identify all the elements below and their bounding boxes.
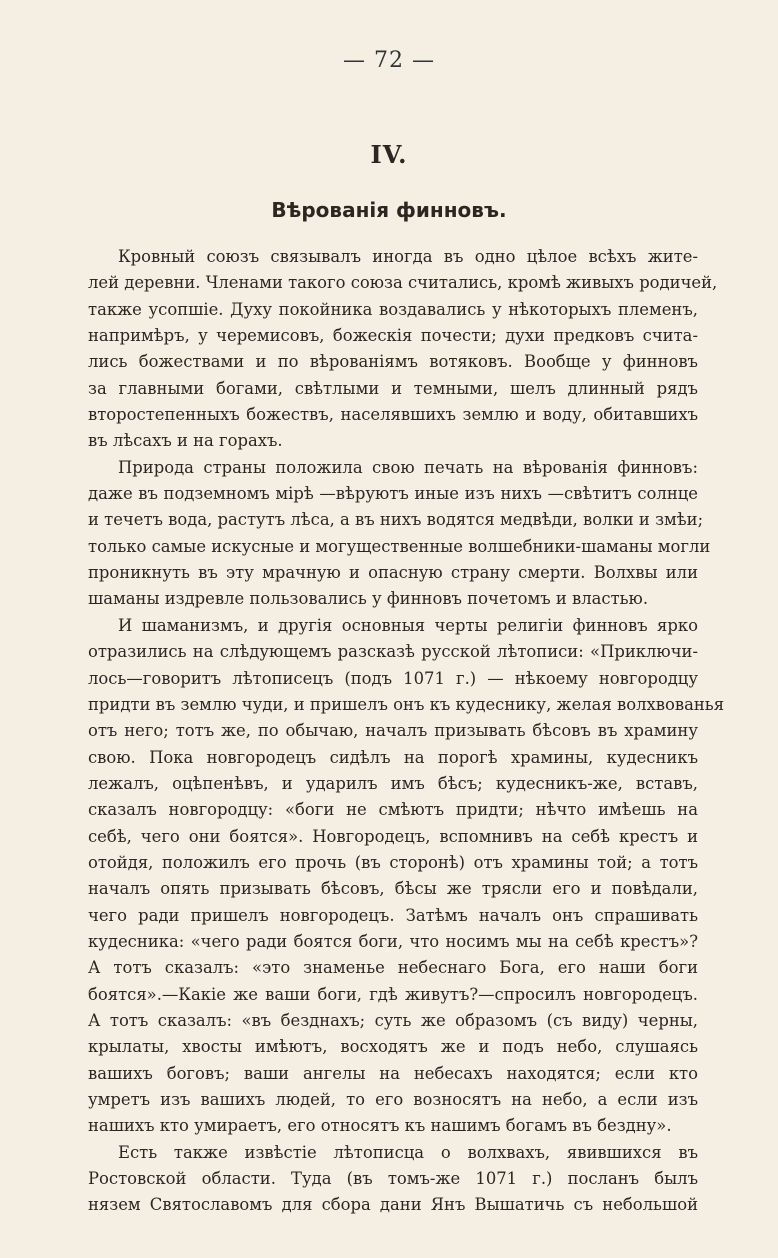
text-line: Есть также извѣстіе лѣтописца о волхвахъ, явившихся въ [118,1142,698,1162]
text-line: Ростовской области. Туда (въ томъ-же 1071 г.) посланъ былъ [88,1169,698,1189]
text-line: отъ него; тотъ же, по обычаю, началъ призывать бѣсовъ въ храмину [88,721,698,741]
page-number: — 72 — [343,48,435,73]
text-line: сказалъ новгородцу: «боги не смѣютъ придти; нѣчто имѣешь на [88,800,698,820]
chapter-numeral: IV. [370,140,408,169]
text-line: лежалъ, оцѣпенѣвъ, и ударилъ имъ бѣсъ; кудесникъ-же, вставъ, [88,773,698,793]
text-line: чего ради пришелъ новгородецъ. Затѣмъ началъ онъ спрашивать [88,905,698,925]
text-line: началъ опять призывать бѣсовъ, бѣсы же трясли его и повѣдали, [88,879,698,899]
text-line: себѣ, чего они боятся». Новгородецъ, вспомнивъ на себѣ крестъ и [88,826,698,846]
text-line: лось—говоритъ лѣтописецъ (подъ 1071 г.) — нѣкоему новгородцу [88,668,698,688]
text-line: придти въ землю чуди, и пришелъ онъ къ кудеснику, желая волхвованья [88,694,725,714]
text-line: въ лѣсахъ и на горахъ. [88,431,283,451]
text-line: за главными богами, свѣтлыми и темными, шелъ длинный рядъ [88,378,698,398]
paragraph [88,1140,698,1219]
body-text [88,244,725,1219]
text-line: нашихъ кто умираетъ, его относятъ къ нашимъ богамъ въ бездну». [88,1116,672,1136]
text-line: И шаманизмъ, и другія основныя черты религіи финновъ ярко [118,615,698,635]
text-line: отразились на слѣдующемъ разсказѣ русской лѣтописи: «Приключи- [88,642,698,662]
chapter-title: Вѣрованія финновъ. [271,198,507,222]
text-line: боятся».—Какіе же ваши боги, гдѣ живутъ?—спросилъ новгородецъ. [88,984,698,1004]
text-line: также усопшіе. Духу покойника воздавались у нѣкоторыхъ племенъ, [88,299,698,319]
text-line: Кровный союзъ связывалъ иногда въ одно цѣлое всѣхъ жите- [118,247,698,266]
text-line: Природа страны положила свою печать на вѣрованія финновъ: [118,457,698,477]
paragraph [88,613,725,1140]
text-line: нязем Святославомъ для сбора дани Янъ Вышатичь съ небольшой [88,1195,698,1215]
text-line: лись божествами и по вѣрованіямъ вотяковъ. Вообще у финновъ [88,352,698,372]
text-line: А тотъ сказалъ: «въ безднахъ; суть же образомъ (съ виду) черны, [88,1010,698,1030]
text-line: второстепенныхъ божествъ, населявшихъ землю и воду, обитавшихъ [88,405,698,425]
text-line: лей деревни. Членами такого союза считались, кромѣ живыхъ родичей, [88,273,718,293]
paragraph [88,455,711,613]
text-line: только самые искусные и могущественные волшебники-шаманы могли [88,536,711,556]
text-line: напримѣръ, у черемисовъ, божескія почести; духи предковъ счита- [88,326,698,346]
text-line: шаманы издревле пользовались у финновъ почетомъ и властью. [88,589,649,609]
text-line: кудесника: «чего ради боятся боги, что носимъ мы на себѣ крестъ»? [88,931,698,951]
text-line: даже въ подземномъ мірѣ —вѣруютъ иные изъ нихъ —свѣтитъ солнце [88,484,698,504]
text-line: вашихъ боговъ; ваши ангелы на небесахъ находятся; если кто [88,1063,698,1083]
text-line: и течетъ вода, растутъ лѣса, а въ нихъ водятся медвѣди, волки и змѣи; [88,510,704,530]
text-line: крылаты, хвосты имѣютъ, восходятъ же и подъ небо, слушаясь [88,1037,698,1057]
text-line: отойдя, положилъ его прочь (въ сторонѣ) отъ храмины той; а тотъ [88,852,698,872]
text-line: умретъ изъ вашихъ людей, то его возносятъ на небо, а если изъ [88,1090,698,1109]
paragraph [88,244,718,455]
text-line: А тотъ сказалъ: «это знаменье небеснаго Бога, его наши боги [88,958,698,978]
text-line: свою. Пока новгородецъ сидѣлъ на порогѣ храмины, кудесникъ [88,747,698,767]
text-line: проникнуть въ эту мрачную и опасную страну смерти. Волхвы или [88,563,698,583]
